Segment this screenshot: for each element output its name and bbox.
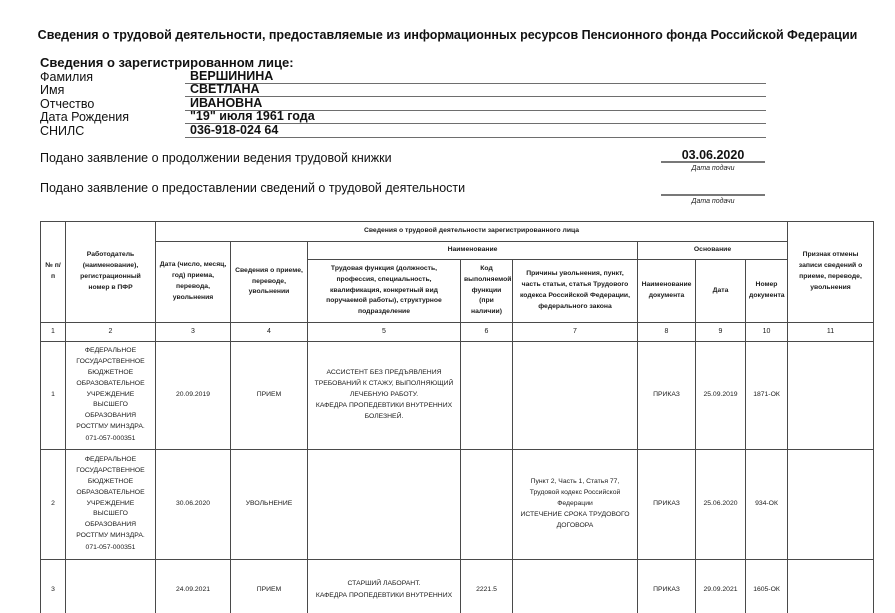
field-value: ИВАНОВНА — [185, 97, 766, 111]
cell-employer — [66, 342, 156, 450]
employer-name: ФЕДЕРАЛЬНОЕ ГОСУДАРСТВЕННОЕ БЮДЖЕТНОЕ ОБРАЗОВАТЕЛЬНОЕ УЧРЕЖДЕНИЕ ВЫСШЕГО ОБРАЗОВАНИЯ РОСТГМУ МИНЗДРА. — [76, 456, 145, 540]
registered-person-section — [40, 56, 766, 138]
col-header-reason: Причины увольнения, пункт, часть статьи, статья Трудового кодекса Российской Федерации, федерального закона — [513, 260, 638, 323]
cell-function — [308, 342, 461, 450]
cell-row-num: 2 — [41, 450, 66, 560]
cell-cancel-flag — [788, 450, 874, 560]
cell-doc-name: ПРИКАЗ — [638, 342, 696, 450]
column-number: 4 — [231, 323, 308, 342]
cell-doc-name: ПРИКАЗ — [638, 560, 696, 613]
field-row-patronymic — [40, 97, 766, 111]
cell-doc-num: 934-ОК — [746, 450, 788, 560]
col-header-num: № п/п — [41, 222, 66, 323]
cell-doc-date: 25.09.2019 — [696, 342, 746, 450]
department-name: КАФЕДРА ПРОПЕДЕВТИКИ ВНУТРЕННИХ — [315, 592, 453, 599]
col-header-cancel: Признак отмены записи сведений о приеме, переводе, увольнения — [788, 222, 874, 323]
cell-doc-date: 25.06.2020 — [696, 450, 746, 560]
statement-1-date: 03.06.2020 — [661, 148, 765, 163]
col-header-doc-num: Номер документа — [746, 260, 788, 323]
cell-function — [308, 560, 461, 613]
table-row — [41, 450, 874, 560]
person-section-title: Сведения о зарегистрированном лице: — [40, 55, 294, 70]
field-label: Имя — [40, 83, 65, 98]
cell-cancel-flag — [788, 342, 874, 450]
cell-doc-name: ПРИКАЗ — [638, 450, 696, 560]
cell-dismissal-reason — [513, 450, 638, 560]
column-number: 9 — [696, 323, 746, 342]
col-header-function: Трудовая функция (должность, профессия, специальность, квалификация, конкретный вид поручаемой работы), структурное подразделение — [308, 260, 461, 323]
column-number: 11 — [788, 323, 874, 342]
cell-function — [308, 450, 461, 560]
cell-event-date: 30.06.2020 — [156, 450, 231, 560]
cell-cancel-flag — [788, 560, 874, 613]
employer-name: ФЕДЕРАЛЬНОЕ ГОСУДАРСТВЕННОЕ БЮДЖЕТНОЕ ОБРАЗОВАТЕЛЬНОЕ УЧРЕЖДЕНИЕ ВЫСШЕГО ОБРАЗОВАНИЯ РОСТГМУ МИНЗДРА. — [76, 347, 145, 431]
column-number: 5 — [308, 323, 461, 342]
reason-law: Пункт 2, Часть 1, Статья 77, Трудовой кодекс Российской Федерации — [529, 477, 621, 507]
cell-function-code: 2221.5 — [461, 560, 513, 613]
col-header-info: Сведения о приеме, переводе, увольнении — [231, 242, 308, 323]
cell-event-date: 20.09.2019 — [156, 342, 231, 450]
field-row-surname — [40, 70, 766, 84]
span-header-work-info: Сведения о трудовой деятельности зарегистрированного лица — [156, 222, 788, 242]
field-value: 036-918-024 64 — [185, 124, 766, 138]
document-title: Сведения о трудовой деятельности, предоставляемые из информационных ресурсов Пенсионного фонда Российской Федерации — [37, 28, 858, 42]
field-label: Отчество — [40, 96, 95, 111]
field-label: СНИЛС — [40, 123, 85, 138]
function-name: АССИСТЕНТ БЕЗ ПРЕДЪЯВЛЕНИЯ ТРЕБОВАНИЙ К СТАЖУ, ВЫПОЛНЯЮЩИЙ ЛЕЧЕБНУЮ РАБОТУ. — [314, 368, 454, 398]
statement-2-date — [661, 181, 765, 196]
cell-employer — [66, 560, 156, 613]
field-value: "19" июля 1961 года — [185, 110, 766, 124]
group-header-naimenovanie: Наименование — [308, 242, 638, 260]
column-number: 2 — [66, 323, 156, 342]
cell-event-type: ПРИЕМ — [231, 342, 308, 450]
column-number: 8 — [638, 323, 696, 342]
cell-event-type: ПРИЕМ — [231, 560, 308, 613]
statement-2-date-caption: Дата подачи — [691, 198, 735, 205]
reason-text: ИСТЕЧЕНИЕ СРОКА ТРУДОВОГО ДОГОВОРА — [520, 511, 630, 530]
cell-event-type: УВОЛЬНЕНИЕ — [231, 450, 308, 560]
group-header-osnovanie: Основание — [638, 242, 788, 260]
cell-row-num: 1 — [41, 342, 66, 450]
column-number: 6 — [461, 323, 513, 342]
employment-table — [40, 221, 874, 613]
statement-work-info: Подано заявление о предоставлении сведений о трудовой деятельности — [40, 181, 466, 195]
field-value: ВЕРШИНИНА — [185, 70, 766, 84]
cell-row-num: 3 — [41, 560, 66, 613]
cell-doc-date: 29.09.2021 — [696, 560, 746, 613]
department-name: КАФЕДРА ПРОПЕДЕВТИКИ ВНУТРЕННИХ БОЛЕЗНЕЙ. — [315, 402, 453, 421]
statement-workbook-continue: Подано заявление о продолжении ведения трудовой книжки — [40, 151, 392, 165]
col-header-code: Код выполняемой функции (при наличии) — [461, 260, 513, 323]
col-header-doc-date: Дата — [696, 260, 746, 323]
statement-1-datebox — [661, 148, 765, 172]
column-number: 1 — [41, 323, 66, 342]
cell-function-code — [461, 450, 513, 560]
cell-dismissal-reason — [513, 342, 638, 450]
field-row-birthdate — [40, 111, 766, 125]
column-number: 7 — [513, 323, 638, 342]
col-header-date: Дата (число, месяц, год) приема, перевода, увольнения — [156, 242, 231, 323]
column-numbers-row — [41, 323, 874, 342]
cell-dismissal-reason — [513, 560, 638, 613]
statement-2-datebox — [661, 181, 765, 205]
col-header-doc-name: Наименование документа — [638, 260, 696, 323]
employer-regnum: 071-057-000351 — [85, 435, 136, 443]
cell-event-date: 24.09.2021 — [156, 560, 231, 613]
cell-doc-num: 1605-ОК — [746, 560, 788, 613]
function-name: СТАРШИЙ ЛАБОРАНТ. — [347, 580, 421, 588]
statement-1-date-caption: Дата подачи — [691, 165, 735, 172]
column-number: 10 — [746, 323, 788, 342]
table-row — [41, 560, 874, 613]
col-header-employer: Работодатель (наименование), регистрационный номер в ПФР — [66, 222, 156, 323]
field-value: СВЕТЛАНА — [185, 83, 766, 97]
field-row-firstname — [40, 84, 766, 98]
table-row — [41, 342, 874, 450]
cell-employer — [66, 450, 156, 560]
cell-doc-num: 1871-ОК — [746, 342, 788, 450]
field-label: Фамилия — [40, 69, 94, 84]
field-label: Дата Рождения — [40, 110, 130, 125]
column-number: 3 — [156, 323, 231, 342]
employer-regnum: 071-057-000351 — [85, 544, 136, 552]
cell-function-code — [461, 342, 513, 450]
field-row-snils — [40, 124, 766, 138]
